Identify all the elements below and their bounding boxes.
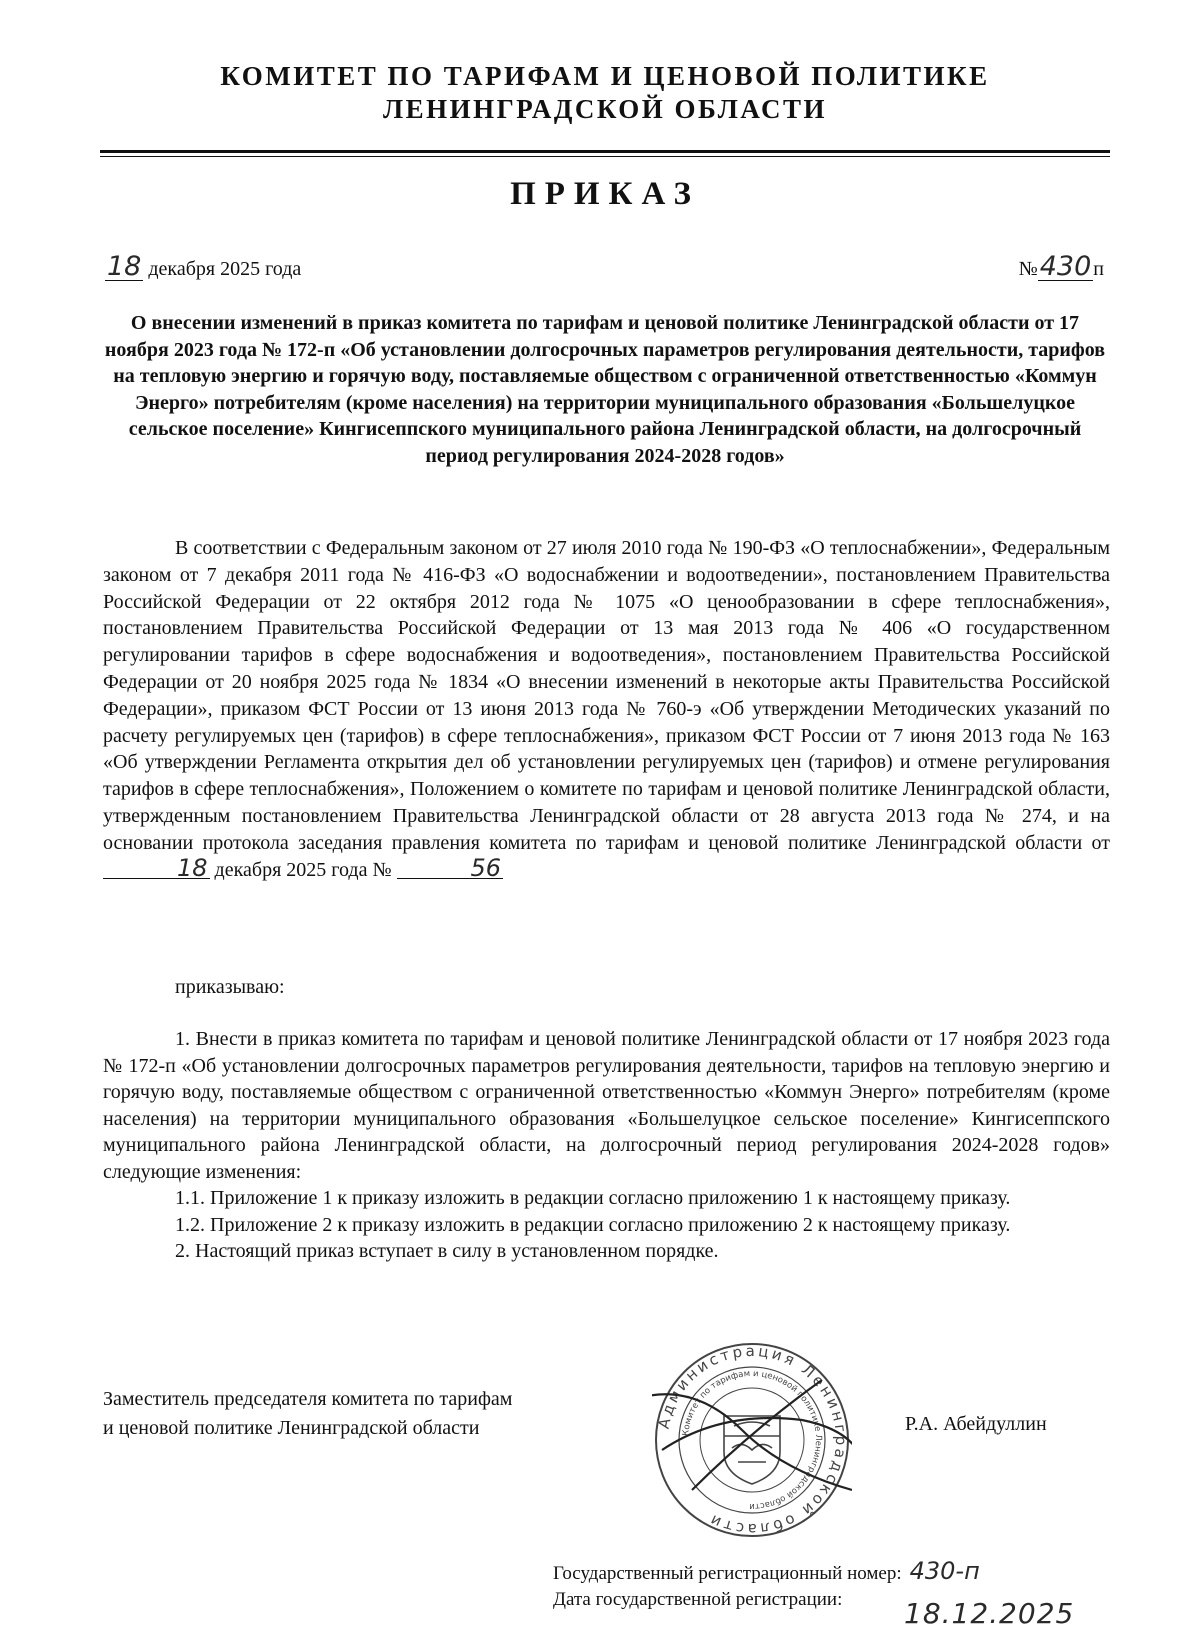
clause-1-2: 1.2. Приложение 2 к приказу изложить в редакции согласно приложению 2 к настоящему приказу.: [175, 1213, 1011, 1236]
signatory-name: Р.А. Абейдуллин: [905, 1413, 1047, 1435]
protocol-date-rest: декабря 2025 года №: [214, 858, 392, 881]
order-subject: О внесении изменений в приказ комитета по тарифам и ценовой политике Ленинградской области от 17 ноября 2023 года № 172-п «Об установлении долгосрочных параметров регулирования деятельности, тарифов на тепловую энергию и горячую воду, поставляемые обществом с ограниченной ответственностью «Коммун Энерго» потребителям (кроме населения) на территории муниципального образования «Большелуцкое сельское поселение» Кингисеппского муниципального района Ленинградской области, на долгосрочный период регулирования 2024-2028 годов»: [104, 312, 1106, 467]
order-word: приказываю:: [175, 976, 285, 998]
registration-date-value: 18.12.2025: [904, 1597, 1075, 1630]
seal-inner-text: Комитет по тарифам и ценовой политике Ленинградской области: [681, 1368, 824, 1512]
header-rule-thick: [100, 150, 1110, 153]
order-clauses: [103, 1026, 1110, 1265]
order-number-suffix: п: [1093, 258, 1104, 280]
order-number: [1018, 251, 1104, 282]
registration-number-value: 430-п: [909, 1557, 980, 1585]
signatory-position-line2: и ценовой политике Ленинградской области: [103, 1417, 480, 1439]
signatory-position: [103, 1385, 512, 1443]
order-date: [105, 251, 302, 282]
registration-date-label: Дата государственной регистрации:: [553, 1589, 843, 1610]
official-seal: [652, 1340, 852, 1540]
coat-of-arms-icon: [724, 1416, 780, 1484]
registration-number-row: [553, 1558, 980, 1587]
committee-header: [100, 60, 1110, 126]
header-rule-thin: [100, 156, 1110, 157]
order-number-prefix: №: [1018, 258, 1038, 280]
order-date-day-handwritten: 18: [107, 251, 142, 282]
order-number-handwritten: 430: [1039, 251, 1092, 282]
clause-1-1: 1.1. Приложение 1 к приказу изложить в редакции согласно приложению 1 к настоящему приказу.: [175, 1187, 1011, 1209]
seal-outer-text: Администрация Ленинградской области: [654, 1341, 851, 1539]
signatory-position-line1: Заместитель председателя комитета по тарифам: [103, 1388, 513, 1410]
protocol-day-handwritten: 18: [103, 858, 210, 879]
document-title: ПРИКАЗ: [510, 176, 700, 212]
legal-basis-paragraph: [103, 535, 1110, 883]
committee-header-line2: ЛЕНИНГРАДСКОЙ ОБЛАСТИ: [382, 94, 828, 124]
clause-2: 2. Настоящий приказ вступает в силу в установленном порядке.: [175, 1240, 719, 1262]
legal-basis-text: В соответствии с Федеральным законом от 27 июля 2010 года № 190-ФЗ «О теплоснабжении», Федеральным законом от 7 декабря 2011 года № 416-ФЗ «О водоснабжении и водоотведении», постановлением Правительства Российской Федерации от 22 октября 2012 года № 1075 «О ценообразовании в сфере теплоснабжения», постановлением Правительства Российской Федерации от 13 мая 2013 года № 406 «О государственном регулировании тарифов в сфере водоснабжения и водоотведения», постановлением Правительства Российской Федерации от 20 ноября 2025 года № 1834 «О внесении изменений в некоторые акты Правительства Российской Федерации», приказом ФСТ России от 13 июня 2013 года № 760-э «Об утверждении Методических указаний по расчету регулируемых цен (тарифов) в сфере теплоснабжения», приказом ФСТ России от 7 июня 2013 года № 163 «Об утверждении Регламента открытия дел об установлении регулируемых цен (тарифов) и отмене регулирования тарифов в сфере теплоснабжения», Положением о комитете по тарифам и ценовой политике Ленинградской области, утвержденным постановлением Правительства Ленинградской области от 28 августа 2013 года № 274, и на основании протокола заседания правления комитета по тарифам и ценовой политике Ленинградской области от: [103, 537, 1110, 854]
registration-number-label: Государственный регистрационный номер:: [553, 1563, 902, 1584]
clause-1: 1. Внести в приказ комитета по тарифам и ценовой политике Ленинградской области от 17 ноября 2023 года № 172-п «Об установлении долгосрочных параметров регулирования деятельности, тарифов на тепловую энергию и горячую воду, поставляемые обществом с ограниченной ответственностью «Коммун Энерго» потребителям (кроме населения) на территории муниципального образования «Большелуцкое сельское поселение» Кингисеппского муниципального района Ленинградской области, на долгосрочный период регулирования 2024-2028 годов» следующие изменения:: [103, 1028, 1110, 1183]
order-date-rest: декабря 2025 года: [143, 258, 302, 280]
protocol-number-handwritten: 56: [397, 858, 504, 879]
committee-header-line1: КОМИТЕТ ПО ТАРИФАМ И ЦЕНОВОЙ ПОЛИТИКЕ: [220, 61, 990, 91]
